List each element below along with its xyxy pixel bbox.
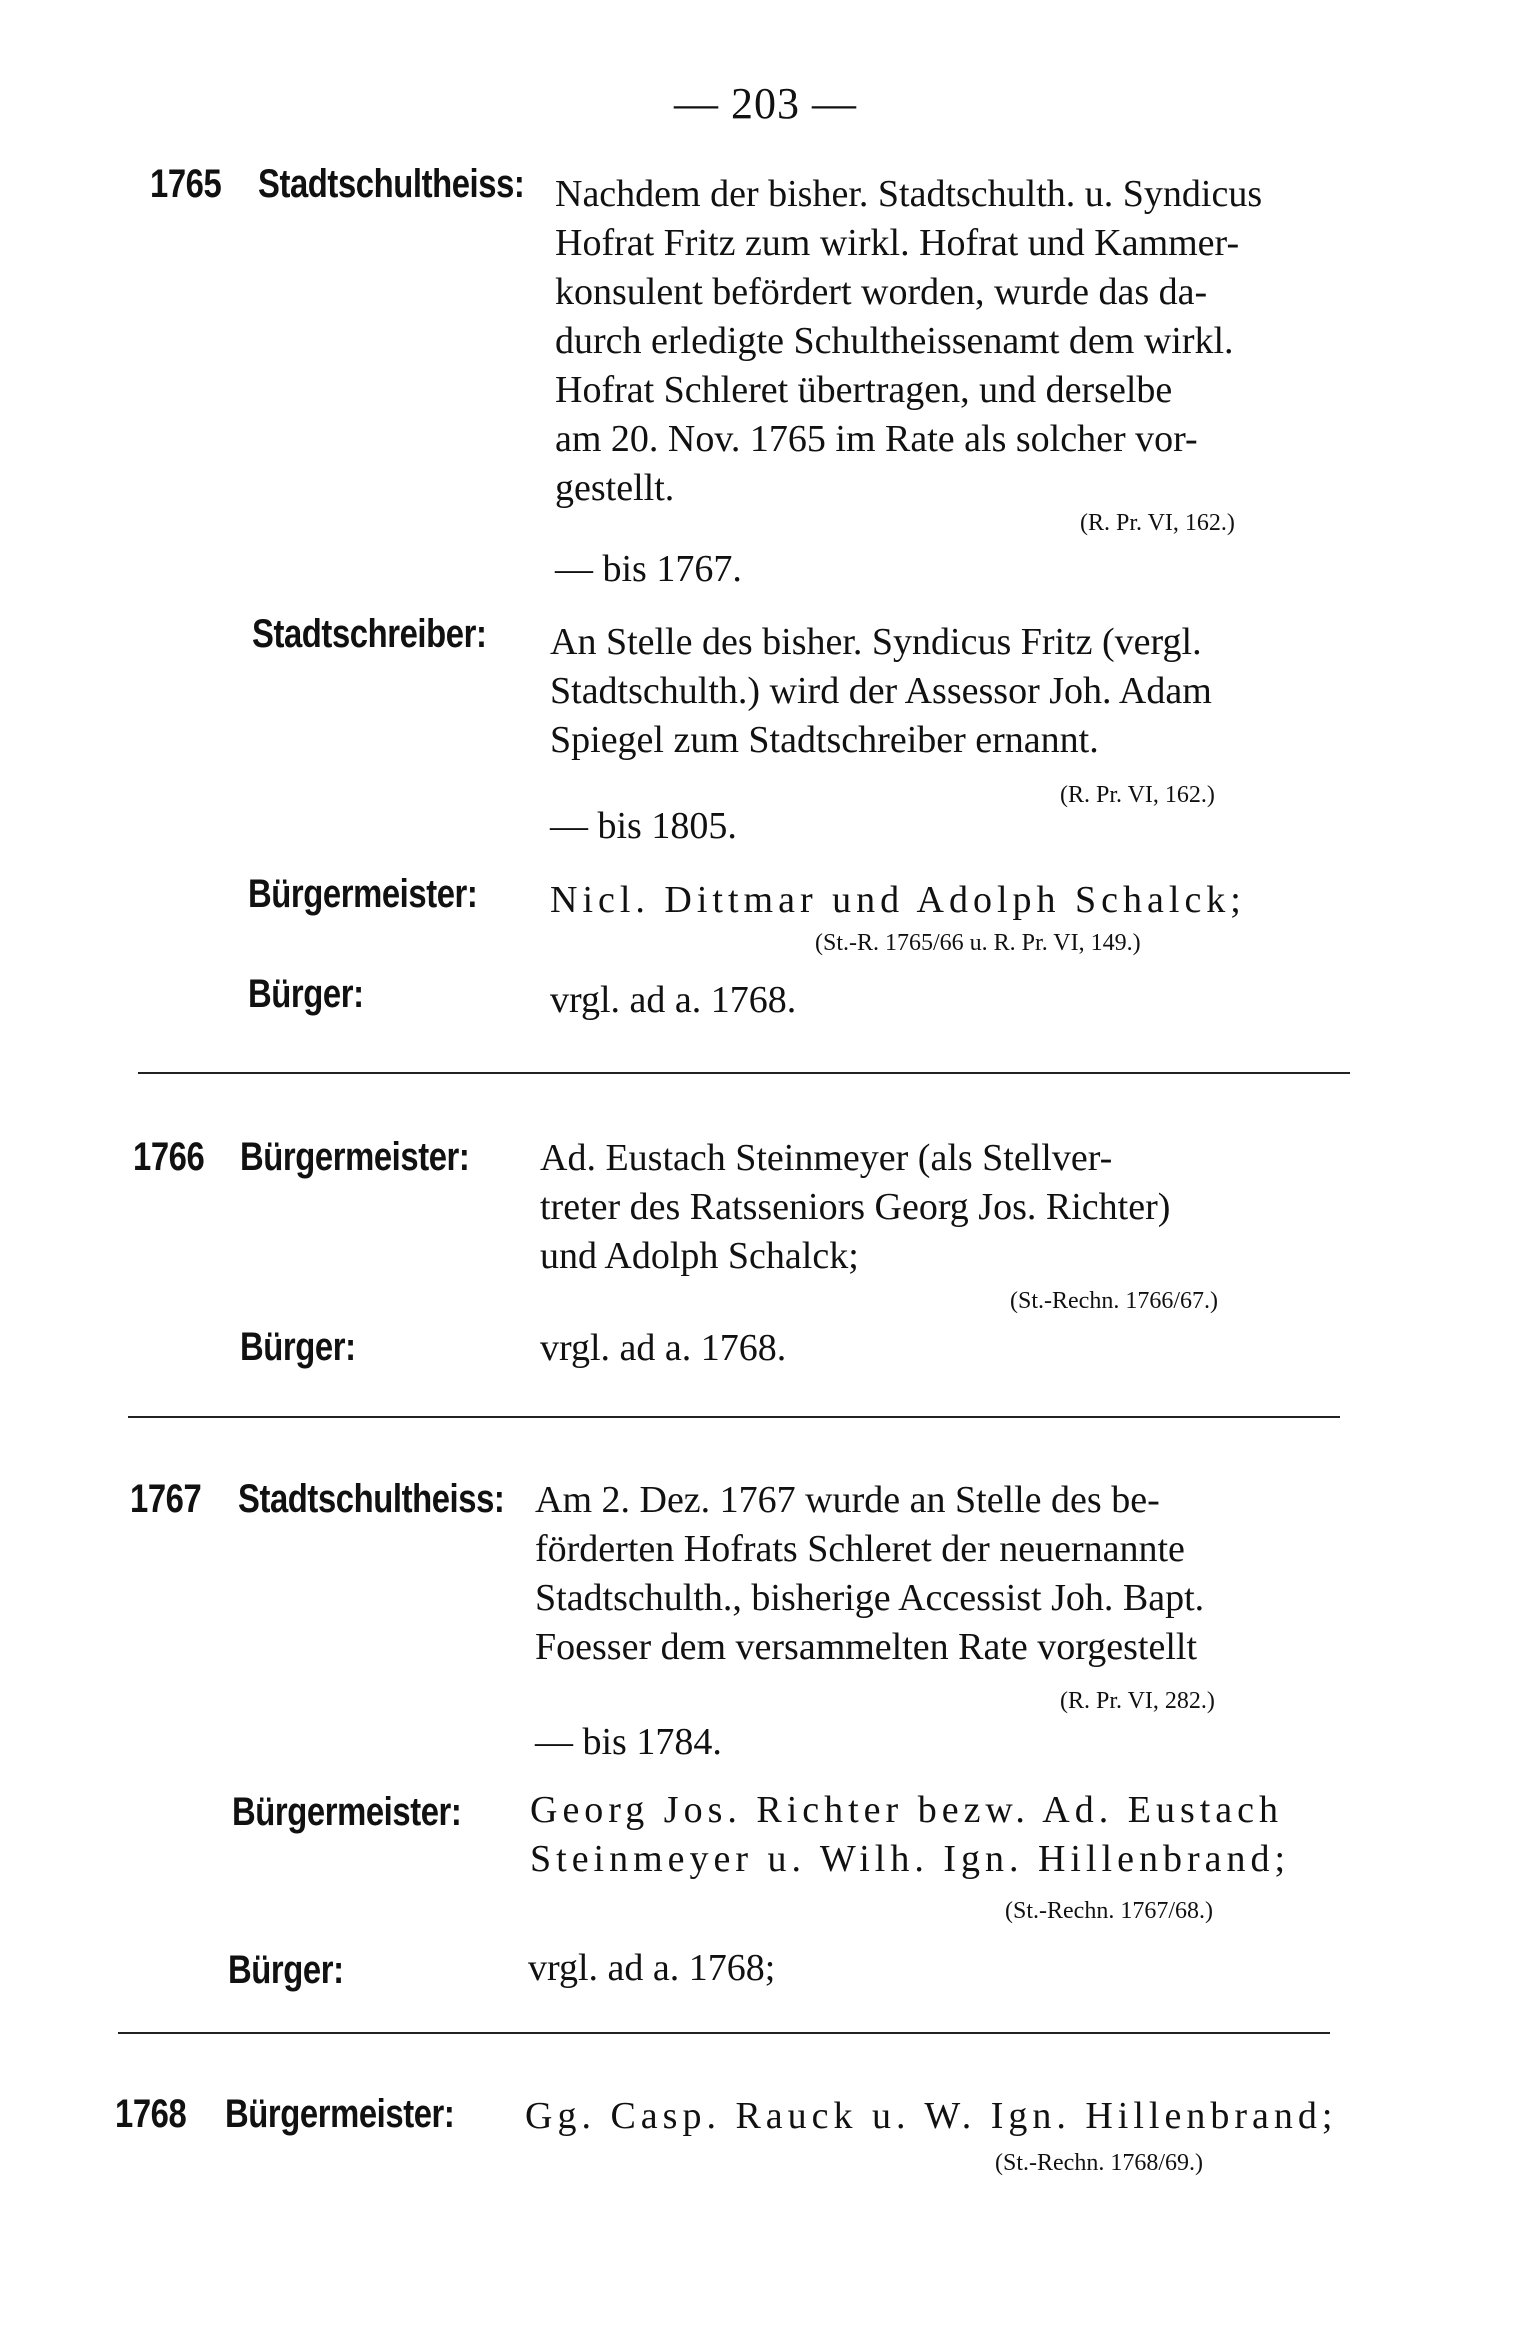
entry-text — [535, 1476, 1204, 1672]
text-line: Foesser dem versammelten Rate vorgestellt — [535, 1626, 1198, 1668]
section-divider — [138, 1072, 1350, 1074]
text-line: Ad. Eustach Steinmeyer (als Stellver- — [540, 1137, 1113, 1179]
text-line: Stadtschulth., bisherige Accessist Joh. Bapt. — [535, 1577, 1205, 1619]
text-line: treter des Ratsseniors Georg Jos. Richter) — [540, 1186, 1171, 1228]
text-line: Am 2. Dez. 1767 wurde an Stelle des be- — [535, 1479, 1160, 1521]
text-line: Nachdem der bisher. Stadtschulth. u. Syndicus — [555, 173, 1263, 215]
text-line: durch erledigte Schultheissenamt dem wirkl. — [555, 320, 1234, 362]
text-line: Spiegel zum Stadtschreiber ernannt. — [550, 719, 1099, 761]
role-label: Bürger: — [228, 1948, 344, 1992]
text-line: Stadtschulth.) wird der Assessor Joh. Adam — [550, 670, 1212, 712]
entry-text — [540, 1324, 786, 1373]
entry-text — [530, 1786, 1290, 1884]
entry-text — [550, 618, 1212, 765]
source-reference: (St.-R. 1765/66 u. R. Pr. VI, 149.) — [815, 930, 1141, 956]
source-reference: (St.-Rechn. 1766/67.) — [1010, 1288, 1218, 1314]
source-reference: (R. Pr. VI, 162.) — [1080, 510, 1235, 536]
entry-year: 1765 — [150, 162, 222, 206]
text-line: konsulent befördert worden, wurde das da- — [555, 271, 1208, 313]
source-reference: (St.-Rechn. 1768/69.) — [995, 2150, 1203, 2176]
source-reference: (R. Pr. VI, 282.) — [1060, 1688, 1215, 1714]
text-line: vrgl. ad a. 1768. — [550, 979, 797, 1021]
source-reference: (R. Pr. VI, 162.) — [1060, 782, 1215, 808]
entry-year: 1766 — [133, 1135, 205, 1179]
role-label: Bürgermeister: — [232, 1790, 462, 1834]
text-line: vrgl. ad a. 1768. — [540, 1327, 787, 1369]
tenure-until: — bis 1767. — [555, 548, 742, 590]
role-label: Stadtschultheiss: — [238, 1477, 505, 1521]
entry-text — [555, 170, 1262, 513]
entry-text — [528, 1944, 775, 1993]
text-line: förderten Hofrats Schleret der neuernannte — [535, 1528, 1185, 1570]
text-line: gestellt. — [555, 467, 675, 509]
section-divider — [118, 2032, 1330, 2034]
role-label: Bürgermeister: — [240, 1135, 470, 1179]
section-divider — [128, 1416, 1340, 1418]
text-line: Gg. Casp. Rauck u. W. Ign. Hillenbrand; — [525, 2095, 1338, 2137]
text-line: Steinmeyer u. Wilh. Ign. Hillenbrand; — [530, 1838, 1291, 1880]
text-line: Hofrat Schleret übertragen, und derselbe — [555, 369, 1173, 411]
role-label: Stadtschreiber: — [252, 612, 487, 656]
page-number: — 203 — — [674, 79, 857, 128]
text-line: am 20. Nov. 1765 im Rate als solcher vor- — [555, 418, 1198, 460]
tenure-until: — bis 1805. — [550, 805, 737, 847]
entry-text — [550, 876, 1246, 925]
text-line: vrgl. ad a. 1768; — [528, 1947, 776, 1989]
text-line: Nicl. Dittmar und Adolph Schalck; — [550, 879, 1246, 921]
text-line: Hofrat Fritz zum wirkl. Hofrat und Kammer- — [555, 222, 1240, 264]
tenure-until: — bis 1784. — [535, 1721, 722, 1763]
source-reference: (St.-Rechn. 1767/68.) — [1005, 1898, 1213, 1924]
entry-year: 1767 — [130, 1477, 202, 1521]
role-label: Bürger: — [240, 1325, 356, 1369]
role-label: Bürger: — [248, 972, 364, 1016]
role-label: Bürgermeister: — [225, 2092, 455, 2136]
role-label: Stadtschultheiss: — [258, 162, 525, 206]
entry-year: 1768 — [115, 2092, 187, 2136]
text-line: An Stelle des bisher. Syndicus Fritz (vergl. — [550, 621, 1202, 663]
role-label: Bürgermeister: — [248, 872, 478, 916]
entry-text — [540, 1134, 1170, 1281]
entry-text — [525, 2092, 1337, 2141]
text-line: und Adolph Schalck; — [540, 1235, 859, 1277]
text-line: Georg Jos. Richter bezw. Ad. Eustach — [530, 1789, 1284, 1831]
entry-text — [550, 976, 796, 1025]
